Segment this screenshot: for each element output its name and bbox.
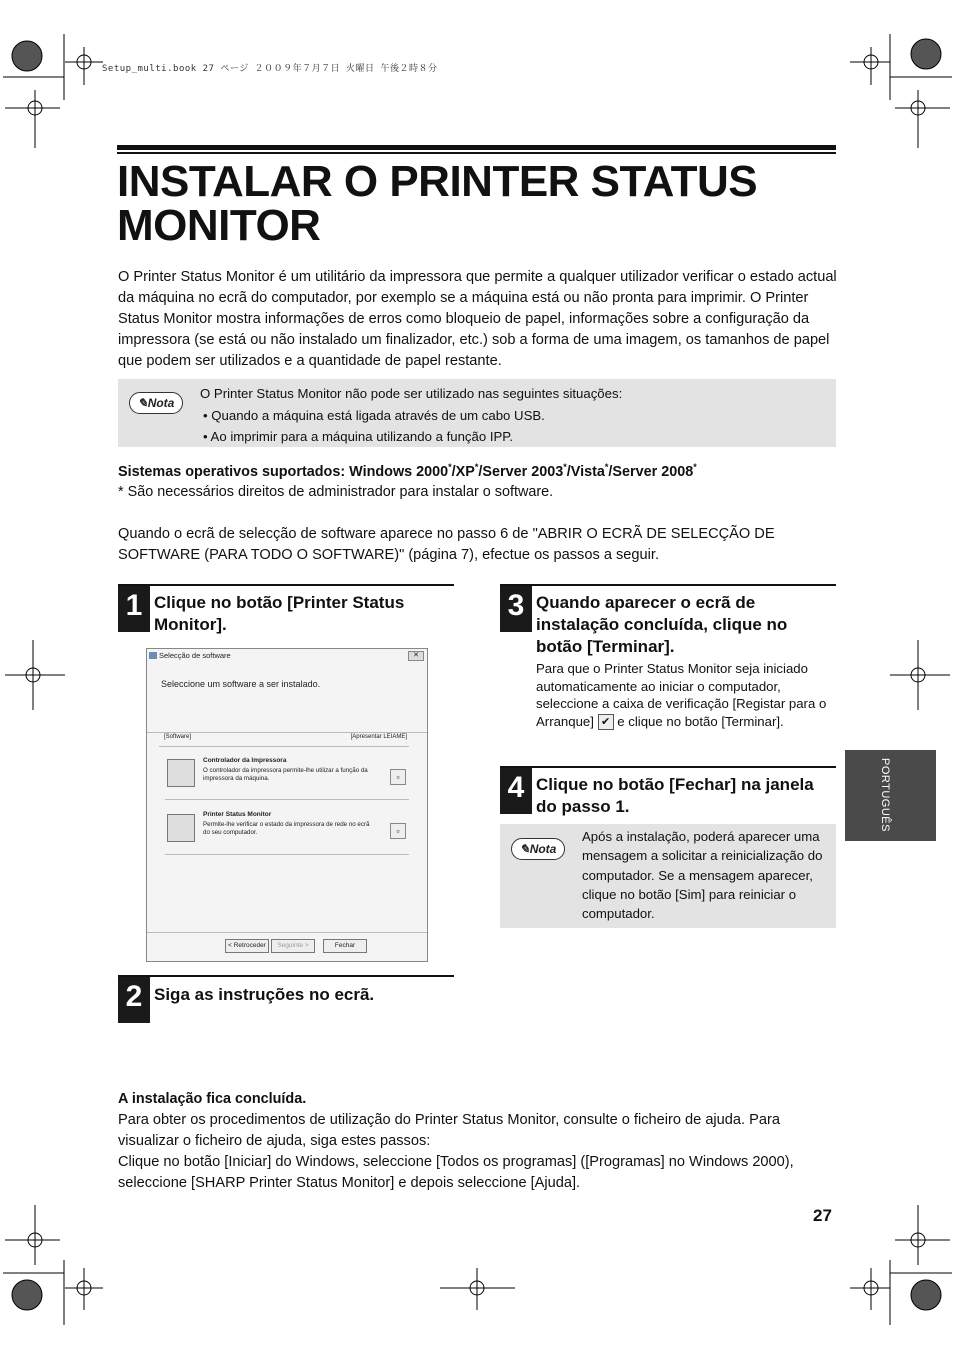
step-number: 2 — [118, 977, 150, 1023]
item-desc: O controlador da impressora permite-lhe utilizar a função da impressora da máquina. — [203, 767, 368, 782]
title-rule-thin — [117, 152, 836, 154]
os-text: /Server 2003 — [478, 463, 564, 480]
title-line-1: INSTALAR O PRINTER STATUS — [117, 157, 758, 206]
note-bullet: • Ao imprimir para a máquina utilizando a função IPP. — [203, 429, 514, 444]
step-desc-text: e clique no botão [Terminar]. — [617, 713, 784, 729]
note-box — [118, 379, 836, 447]
help-text: Clique no botão [Iniciar] do Windows, seleccione [Todos os programas] ([Programas] no Windows 2000), seleccione [SHARP Printer Status Monitor] e depois seleccione [Ajuda]. — [118, 1154, 794, 1191]
step-title: Siga as instruções no ecrã. — [154, 985, 375, 1004]
supported-os — [118, 462, 697, 480]
note-text — [200, 383, 622, 448]
step-number: 1 — [118, 586, 150, 632]
step-number: 4 — [500, 768, 532, 814]
note-line: O Printer Status Monitor não pode ser utilizado nas seguintes situações: — [200, 386, 623, 401]
pencil-icon: ✎ — [137, 396, 148, 410]
dialog-title: Selecção de software — [159, 651, 231, 660]
note-badge-label: Nota — [529, 842, 557, 856]
step-rule — [118, 975, 454, 977]
step-title: Clique no botão [Fechar] na janela do passo 1. — [536, 775, 814, 816]
back-button[interactable]: < Retroceder — [225, 939, 269, 953]
note-badge-label: Nota — [147, 396, 175, 410]
note-text: Após a instalação, poderá aparecer uma mensagem a solicitar a reinicialização do computador. Se a mensagem aparecer, clique no botão [Sim] para reiniciar o computador. — [582, 829, 823, 922]
dialog-heading: Seleccione um software a ser instalado. — [161, 679, 321, 689]
item-title[interactable]: Controlador da Impressora — [203, 757, 287, 764]
checkbox-checked-icon: ✔ — [598, 714, 614, 730]
divider — [165, 799, 409, 800]
footnote-mark: * — [474, 462, 479, 472]
col-readme: [Apresentar LEIAME] — [350, 734, 407, 740]
os-text: /XP — [451, 463, 475, 480]
step-number: 3 — [500, 586, 532, 632]
note-badge — [129, 392, 183, 414]
completion-heading: A instalação fica concluída. — [118, 1091, 307, 1107]
col-software: [Software] — [164, 734, 192, 740]
step-desc-text: Para que o Printer Status Monitor seja iniciado automaticamente ao iniciar o computador, seleccione a caixa de verificação [Registar para o Arranque] — [536, 661, 827, 729]
step-title: Clique no botão [Printer Status Monitor]. — [154, 593, 405, 634]
step-rule — [500, 584, 836, 586]
app-icon — [149, 652, 157, 659]
pencil-icon: ✎ — [519, 842, 530, 856]
dialog-titlebar — [147, 649, 427, 662]
note-box — [500, 824, 836, 928]
divider — [147, 732, 427, 733]
os-text: /Server 2008 — [608, 463, 694, 480]
next-button[interactable]: Seguinte > — [271, 939, 315, 953]
footnote-mark: * — [448, 462, 452, 472]
readme-icon[interactable]: ▫ — [390, 769, 406, 785]
divider — [147, 932, 427, 933]
note-bullet: • Quando a máquina está ligada através de um cabo USB. — [203, 407, 545, 423]
close-button[interactable]: Fechar — [323, 939, 367, 953]
footnote-mark: * — [693, 462, 697, 472]
title-rule — [117, 145, 836, 150]
page-title — [117, 157, 837, 250]
readme-icon[interactable]: ▫ — [390, 823, 406, 839]
step-title: Quando aparecer o ecrã de instalação concluída, clique no botão [Terminar]. — [536, 593, 788, 656]
language-tab — [845, 750, 936, 841]
item-desc: Permite-lhe verificar o estado da impressora de rede no ecrã do seu computador. — [203, 821, 370, 836]
os-text: Sistemas operativos suportados: Windows 2000 — [118, 463, 449, 480]
help-paragraph — [118, 1110, 838, 1194]
item-title[interactable]: Printer Status Monitor — [203, 811, 272, 818]
step-rule — [118, 584, 454, 586]
step-rule — [500, 766, 836, 768]
divider — [165, 854, 409, 855]
step-description — [536, 660, 836, 730]
footnote-mark: * — [604, 462, 609, 472]
footnote-mark: * — [563, 462, 567, 472]
help-text: Para obter os procedimentos de utilização do Printer Status Monitor, consulte o ficheiro de ajuda. Para visualizar o ficheiro de ajuda, siga estes passos: — [118, 1112, 780, 1149]
file-stamp: Setup_multi.book 27 ページ ２００９年７月７日 火曜日 午後２時８分 — [102, 64, 438, 74]
title-line-2: MONITOR — [117, 201, 321, 250]
close-icon[interactable]: ✕ — [408, 651, 424, 661]
page-number: 27 — [813, 1206, 832, 1225]
printer-driver-icon[interactable] — [167, 759, 195, 787]
instructions-paragraph: Quando o ecrã de selecção de software aparece no passo 6 de "ABRIR O ECRÃ DE SELECÇÃO DE SOFTWARE (PARA TODO O SOFTWARE)" (página 7), efectue os passos a seguir. — [118, 526, 775, 563]
os-text: /Vista — [566, 463, 605, 480]
language-tab-label: PORTUGUÊS — [879, 758, 891, 832]
software-selection-dialog — [146, 648, 428, 962]
status-monitor-icon[interactable] — [167, 814, 195, 842]
divider — [159, 746, 409, 747]
admin-footnote: * São necessários direitos de administrador para instalar o software. — [118, 484, 554, 500]
note-badge — [511, 838, 565, 860]
intro-paragraph: O Printer Status Monitor é um utilitário da impressora que permite a qualquer utilizador verificar o estado actual da máquina no ecrã do computador, por exemplo se a máquina está ou não pronta para imprimir. O Printer Status Monitor mostra informações de erros como bloqueio de papel, informações sobre a configuração da impressora (se está ou não instalado um finalizador, etc.) sob a forma de uma imagem, os tamanhos de papel que podem ser utilizados e a quantidade de papel restante. — [118, 269, 837, 369]
